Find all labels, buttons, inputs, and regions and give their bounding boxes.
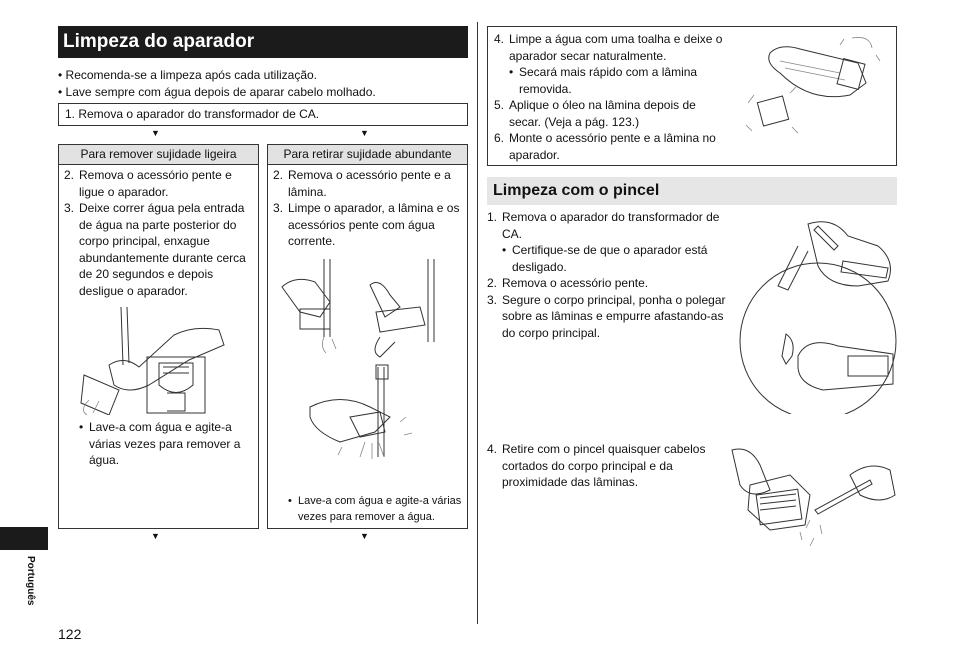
- intro-bullet-2: • Lave sempre com água depois de aparar cabelo molhado.: [58, 84, 376, 99]
- language-label: Português: [25, 556, 36, 606]
- intro-bullets: [58, 67, 468, 100]
- section-title: Limpeza do aparador: [58, 26, 468, 58]
- light-cleaning-panel: [58, 144, 259, 529]
- intro-bullet-1: • Recomenda-se a limpeza após cada utilização.: [58, 68, 318, 82]
- arrow-down-heavy: ▼: [360, 128, 369, 138]
- column-divider: [477, 22, 478, 624]
- right-step-4: 4. Limpe a água com uma toalha e deixe o aparador secar naturalmente.: [494, 32, 723, 63]
- page-number: 122: [58, 626, 82, 642]
- right-step-6: 6. Monte o acessório pente e a lâmina no aparador.: [494, 131, 716, 162]
- wash-parts-illustration: [280, 257, 465, 487]
- heavy-cleaning-panel: [267, 144, 468, 529]
- brush-step-1: 1. Remova o aparador do transformador de CA.: [487, 210, 720, 241]
- brush-step-2: 2. Remova o acessório pente.: [487, 276, 649, 290]
- right-step-5: 5. Aplique o óleo na lâmina depois de secar. (Veja a pág. 123.): [494, 98, 696, 129]
- arrow-down-light: ▼: [151, 128, 160, 138]
- drying-oiling-box: [487, 26, 897, 166]
- heavy-step-2: 2. Remova o acessório pente e a lâmina.: [273, 168, 451, 199]
- light-cleaning-header: Para remover sujidade ligeira: [59, 145, 258, 165]
- brush-step-4-block: [487, 441, 727, 491]
- light-note: • Lave-a com água e agite-a várias vezes para remover a água.: [79, 420, 241, 467]
- brush-section-title: Limpeza com o pincel: [487, 177, 897, 205]
- arrow-down-heavy-bottom: ▼: [360, 531, 369, 541]
- brush-step-1-bullet: • Certifique-se de que o aparador está desligado.: [502, 243, 708, 274]
- brush-step-3: 3. Segure o corpo principal, ponha o polegar sobre as lâminas e empurre afastando-as do corpo principal.: [487, 292, 726, 340]
- light-step-3: 3. Deixe correr água pela entrada de água na parte posterior do corpo principal, enxague abundantemente durante cerca de 20 segundos e depois desligue o aparador.: [64, 201, 246, 298]
- heavy-step-3: 3. Limpe o aparador, a lâmina e os acessórios pente com água corrente.: [273, 201, 460, 248]
- brushing-illustration: [730, 440, 898, 565]
- remove-blade-illustration: [738, 206, 898, 414]
- heavy-cleaning-header: Para retirar sujidade abundante: [268, 145, 467, 165]
- brush-steps: [487, 209, 727, 341]
- brush-step-4: 4. Retire com o pincel quaisquer cabelos cortados do corpo principal e da proximidade das lâminas.: [487, 442, 706, 489]
- drying-trimmer-illustration: [740, 33, 890, 143]
- step-1-box: 1. Remova o aparador do transformador de CA.: [58, 103, 468, 126]
- arrow-down-light-bottom: ▼: [151, 531, 160, 541]
- heavy-note: • Lave-a com água e agite-a várias vezes para remover a água.: [288, 495, 462, 523]
- right-step-4-bullet: • Secará mais rápido com a lâmina removida.: [509, 65, 698, 96]
- rinse-illustration: [79, 305, 229, 415]
- language-tab: [0, 527, 48, 550]
- light-step-2: 2. Remova o acessório pente e ligue o aparador.: [64, 168, 232, 199]
